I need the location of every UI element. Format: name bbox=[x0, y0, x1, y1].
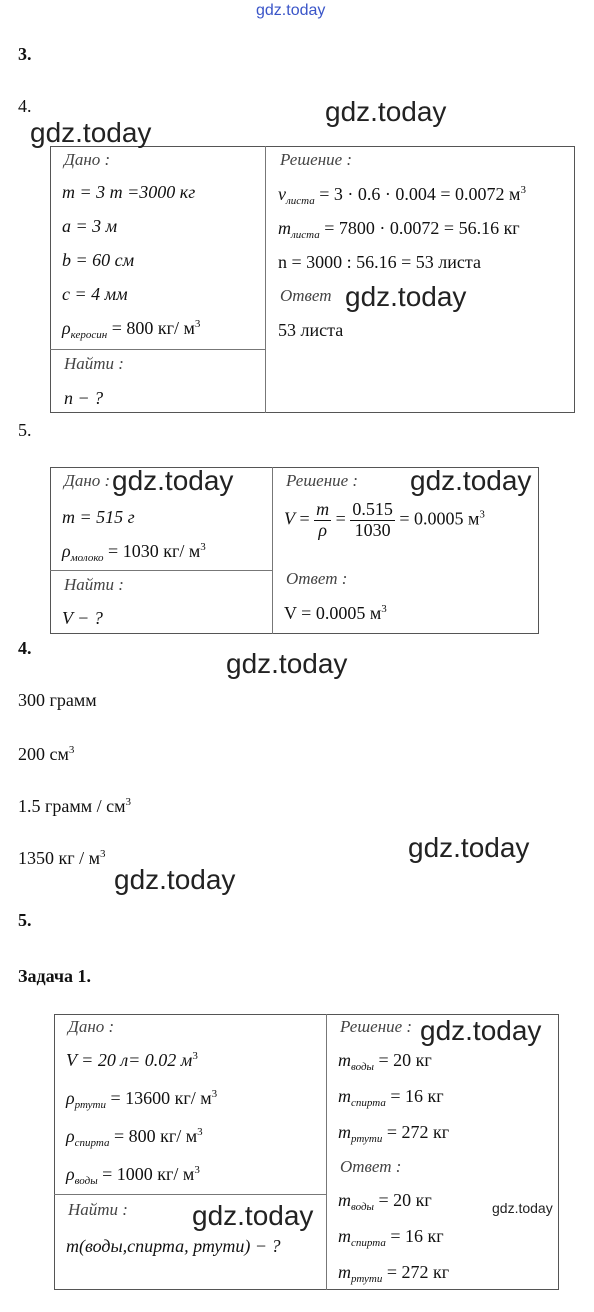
answer-label: Ответ bbox=[280, 286, 332, 305]
answer-label: Ответ : bbox=[286, 569, 348, 588]
answer-value: 53 листа bbox=[278, 320, 344, 340]
solution-mass-mercury: $m_{ртути} = 272$ кг bbox=[338, 1122, 450, 1145]
solution-label: Решение : bbox=[340, 1017, 413, 1036]
task-1-heading: Задача 1. bbox=[18, 966, 92, 986]
solution-label: Решение : bbox=[280, 150, 353, 169]
given-a: a = 3 м bbox=[62, 216, 118, 236]
given-label: Дано : bbox=[64, 150, 111, 169]
solution-volume: $v_{листа} = 3 \cdot 0.6 \cdot 0.004 = 0.0072$ $м^3$ bbox=[278, 184, 526, 207]
find-masses: m(воды,спирта, ртути) − ? bbox=[66, 1236, 281, 1256]
solution-count: n = 3000 : 56.16 = 53 листа bbox=[278, 252, 481, 272]
problem-number-4: 4. bbox=[18, 96, 32, 116]
watermark-top: gdz.today bbox=[256, 2, 326, 19]
watermark: gdz.today bbox=[410, 465, 532, 496]
answer-line-4: 1350 кг / $м^3$ bbox=[18, 848, 106, 868]
find-label: Найти : bbox=[68, 1200, 128, 1219]
watermark: gdz.today bbox=[112, 465, 234, 496]
solution-label: Решение : bbox=[286, 471, 359, 490]
watermark: gdz.today bbox=[325, 96, 447, 127]
given-density-alcohol: $\rho_{спирта} = 800$ кг/ $м^3$ bbox=[66, 1126, 203, 1149]
given-mass: m = 3 т =3000 кг bbox=[62, 182, 196, 202]
solution-mass: $m_{листа} = 7800 \cdot 0.0072 = 56.16$ кг bbox=[278, 218, 520, 241]
answer-mass-water: $m_{воды} = 20$ кг bbox=[338, 1190, 432, 1213]
watermark: gdz.today bbox=[114, 864, 236, 895]
answer-label: Ответ : bbox=[340, 1157, 402, 1176]
find-n: n − ? bbox=[64, 388, 104, 408]
watermark: gdz.today bbox=[345, 281, 467, 312]
find-v: V − ? bbox=[62, 608, 103, 628]
solution-mass-alcohol: $m_{спирта} = 16$ кг bbox=[338, 1086, 444, 1109]
given-volume: V = 20 л= 0.02 $м^3$ bbox=[66, 1050, 198, 1070]
given-b: b = 60 см bbox=[62, 250, 135, 270]
answer-line-2: 200 $см^3$ bbox=[18, 744, 75, 764]
answer-line-3: 1.5 грамм / $см^3$ bbox=[18, 796, 132, 816]
given-c: c = 4 мм bbox=[62, 284, 128, 304]
find-label: Найти : bbox=[64, 575, 124, 594]
given-density-mercury: $\rho_{ртути} = 13600$ кг/ $м^3$ bbox=[66, 1088, 218, 1111]
given-label: Дано : bbox=[68, 1017, 115, 1036]
given-density-water: $\rho_{воды} = 1000$ кг/ $м^3$ bbox=[66, 1164, 200, 1187]
heading-3: 3. bbox=[18, 44, 32, 64]
solution-formula: V = $\frac{m}{\rho}$ = $\frac{0.515}{1030}$ = 0.0005 $м^3$ bbox=[284, 499, 485, 540]
watermark: gdz.today bbox=[226, 648, 348, 679]
given-density-milk: $\rho_{молоко} = 1030$ кг/ $м^3$ bbox=[62, 541, 206, 564]
watermark: gdz.today bbox=[492, 1200, 553, 1216]
watermark: gdz.today bbox=[408, 832, 530, 863]
answer-mass-alcohol: $m_{спирта} = 16$ кг bbox=[338, 1226, 444, 1249]
heading-5: 5. bbox=[18, 910, 32, 930]
answer-line-1: 300 грамм bbox=[18, 690, 97, 710]
find-label: Найти : bbox=[64, 354, 124, 373]
given-density-kerosene: $\rho_{керосин} = 800$ кг/ $м^3$ bbox=[62, 318, 201, 341]
answer-mass-mercury: $m_{ртути} = 272$ кг bbox=[338, 1262, 450, 1285]
watermark: gdz.today bbox=[30, 117, 152, 148]
given-mass: m = 515 г bbox=[62, 507, 135, 527]
problem-number-5: 5. bbox=[18, 420, 32, 440]
solution-mass-water: $m_{воды} = 20$ кг bbox=[338, 1050, 432, 1073]
given-label: Дано : bbox=[64, 471, 111, 490]
heading-4: 4. bbox=[18, 638, 32, 658]
answer-value: V = 0.0005 $м^3$ bbox=[284, 603, 387, 623]
watermark: gdz.today bbox=[420, 1015, 542, 1046]
watermark: gdz.today bbox=[192, 1200, 314, 1231]
